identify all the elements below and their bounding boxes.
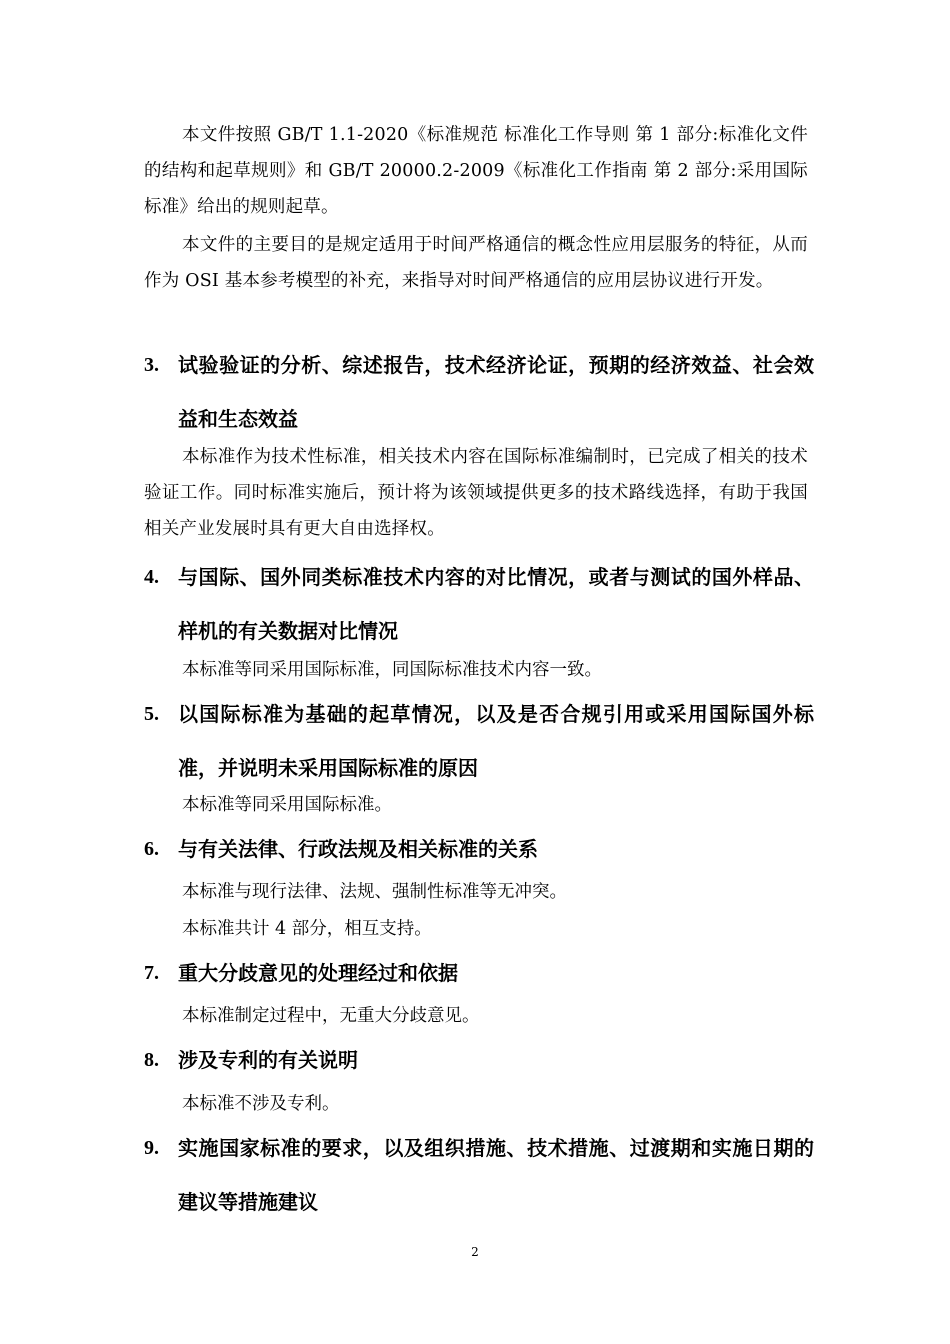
section-heading-5 [144, 687, 814, 795]
section-5-body: 本标准等同采用国际标准。 [182, 795, 392, 815]
section-heading-4 [144, 550, 814, 658]
section-number: 5. [144, 703, 159, 725]
section-title: 与国际、国外同类标准技术内容的对比情况，或者与测试的国外样品、样机的有关数据对比情况 [178, 565, 814, 643]
section-4-body: 本标准等同采用国际标准，同国际标准技术内容一致。 [182, 660, 602, 680]
section-6-body-line-2: 本标准共计 4 部分，相互支持。 [182, 919, 432, 939]
section-number: 8. [144, 1049, 159, 1071]
section-number: 7. [144, 962, 159, 984]
section-title: 以国际标准为基础的起草情况，以及是否合规引用或采用国际国外标准，并说明未采用国际标准的原因 [178, 702, 814, 780]
section-number: 3. [144, 354, 159, 376]
section-title: 涉及专利的有关说明 [178, 1048, 358, 1072]
intro-paragraph-purpose: 本文件的主要目的是规定适用于时间严格通信的概念性应用层服务的特征，从而作为 OSI 基本参考模型的补充，来指导对时间严格通信的应用层协议进行开发。 [144, 235, 808, 291]
intro-paragraph-drafting-rules: 本文件按照 GB/T 1.1-2020《标准规范 标准化工作导则 第 1 部分:标准化文件的结构和起草规则》和 GB/T 20000.2-2009《标准化工作指南 第 2 部分:采用国际标准》给出的规则起草。 [144, 125, 808, 217]
section-heading-7 [144, 946, 814, 1000]
section-8-body: 本标准不涉及专利。 [182, 1094, 340, 1114]
section-7-body: 本标准制定过程中，无重大分歧意见。 [182, 1006, 480, 1026]
section-6-body-line-1: 本标准与现行法律、法规、强制性标准等无冲突。 [182, 882, 567, 902]
section-heading-8 [144, 1033, 814, 1087]
section-title: 与有关法律、行政法规及相关标准的关系 [178, 837, 538, 861]
section-heading-9 [144, 1121, 814, 1229]
section-title: 重大分歧意见的处理经过和依据 [178, 961, 458, 985]
section-number: 9. [144, 1137, 159, 1159]
section-title: 试验验证的分析、综述报告，技术经济论证，预期的经济效益、社会效益和生态效益 [178, 353, 814, 431]
page-number: 2 [471, 1245, 479, 1259]
section-heading-3 [144, 338, 814, 446]
section-3-body: 本标准作为技术性标准，相关技术内容在国际标准编制时，已完成了相关的技术验证工作。同时标准实施后，预计将为该领域提供更多的技术路线选择，有助于我国相关产业发展时具有更大自由选择权。 [144, 447, 808, 539]
section-number: 4. [144, 566, 159, 588]
section-number: 6. [144, 838, 159, 860]
section-heading-6 [144, 822, 814, 876]
section-title: 实施国家标准的要求，以及组织措施、技术措施、过渡期和实施日期的建议等措施建议 [178, 1136, 814, 1214]
